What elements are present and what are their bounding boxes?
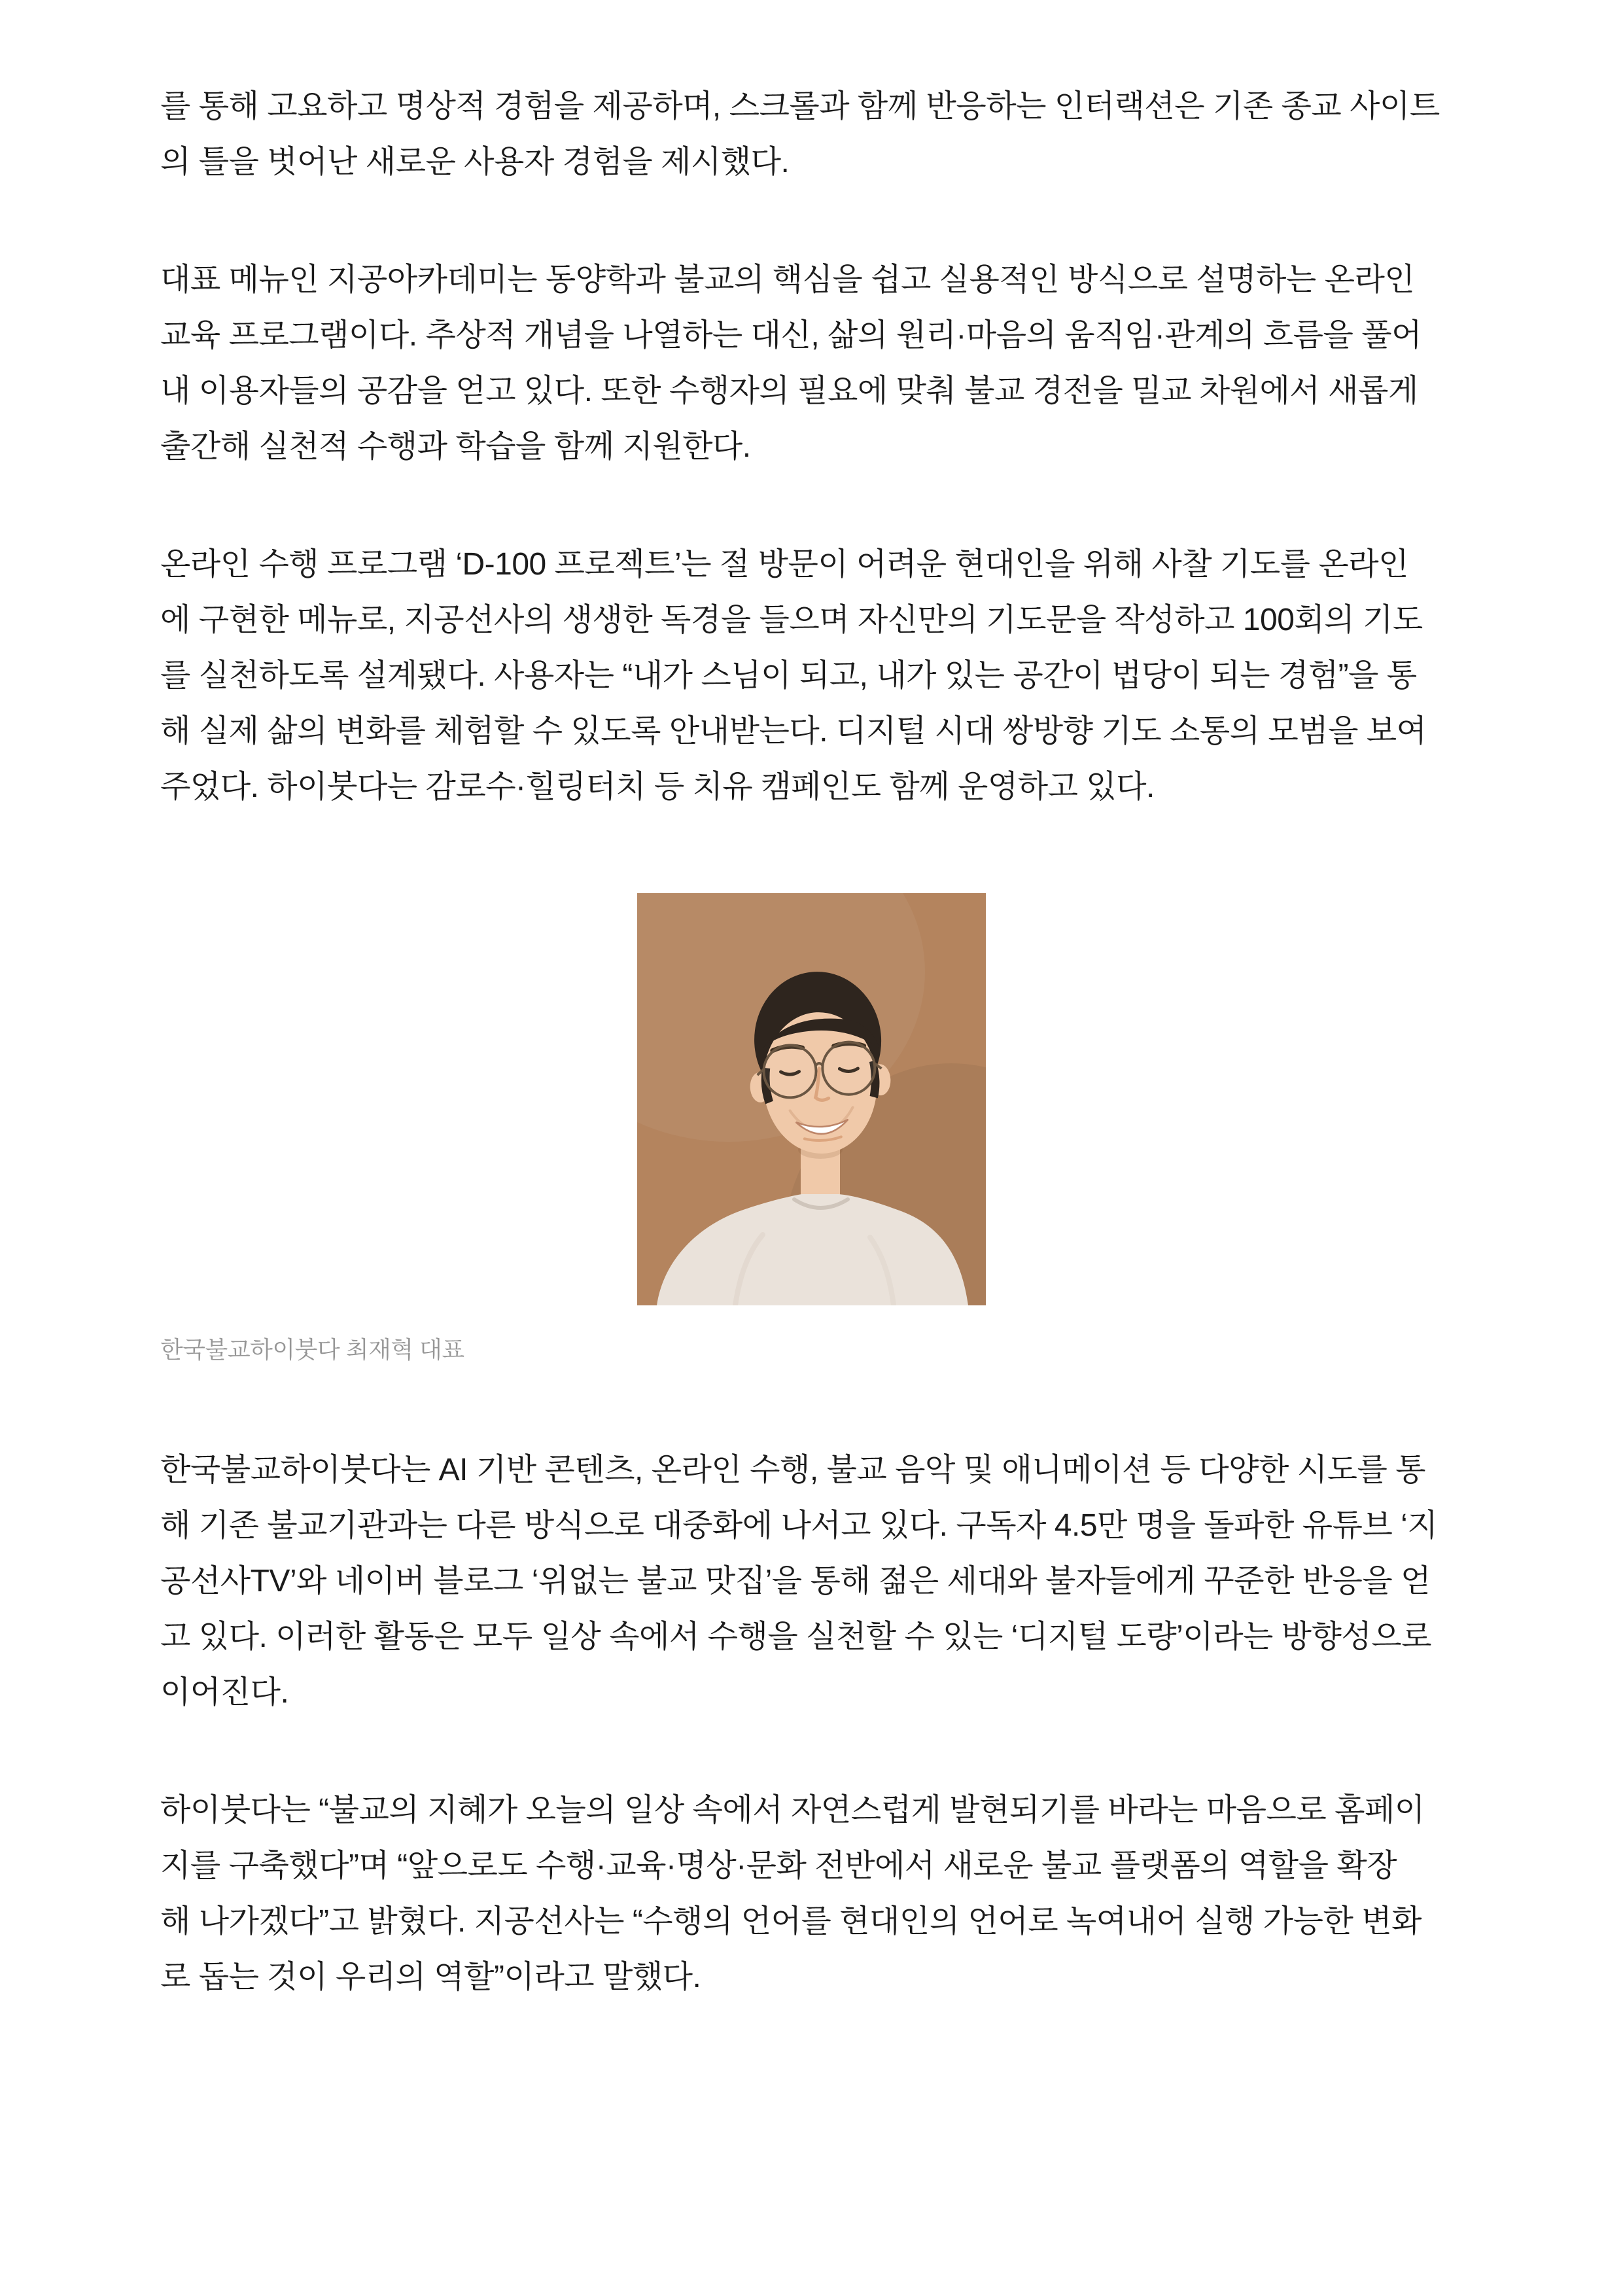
paragraph: 온라인 수행 프로그램 ‘D-100 프로젝트’는 절 방문이 어려운 현대인을 위해 사찰 기도를 온라인 에 구현한 메뉴로, 지공선사의 생생한 독경을 들으며 자신만의 기도문을 작성하고 100회의 기도 를 실천하도록 설계됐다. 사용자는 “내가 스님이 되고, 내가 있는 공간이 법당이 되는 경험”을 통 해 실제 삶의 변화를 체험할 수 있도록 안내받는다. 디지털 시대 쌍방향 기도 소통의 모범을 보여 주었다. 하이붓다는 감로수·힐링터치 등 치유 캠페인도 함께 운영하고 있다. [160,547,1427,804]
paragraph: 한국불교하이붓다는 AI 기반 콘텐츠, 온라인 수행, 불교 음악 및 애니메이션 등 다양한 시도를 통 해 기존 불교기관과는 다른 방식으로 대중화에 나서고 있다. 구독자 4.5만 명을 돌파한 유튜브 ‘지 공선사TV’와 네이버 블로그 ‘위없는 불교 맛집’을 통해 젊은 세대와 불자들에게 꾸준한 반응을 얻 고 있다. 이러한 활동은 모두 일상 속에서 수행을 실천할 수 있는 ‘디지털 도량’이라는 방향성으로 이어진다. [160,1453,1438,1710]
portrait-figure [160,893,1463,1365]
photo-caption: 한국불교하이붓다 최재혁 대표 [160,1336,464,1363]
portrait-photo [637,893,986,1305]
paragraph: 를 통해 고요하고 명상적 경험을 제공하며, 스크롤과 함께 반응하는 인터랙션은 기존 종교 사이트 의 틀을 벗어난 새로운 사용자 경험을 제시했다. [160,89,1440,179]
portrait-photo-illustration [637,893,986,1305]
paragraph: 하이붓다는 “불교의 지혜가 오늘의 일상 속에서 자연스럽게 발현되기를 바라는 마음으로 홈페이 지를 구축했다”며 “앞으로도 수행·교육·명상·문화 전반에서 새로운 불교 플랫폼의 역할을 확장 해 나가겠다”고 밝혔다. 지공선사는 “수행의 언어를 현대인의 언어로 녹여내어 실행 가능한 변화 로 돕는 것이 우리의 역할”이라고 말했다. [160,1793,1425,1994]
paragraph: 대표 메뉴인 지공아카데미는 동양학과 불교의 핵심을 쉽고 실용적인 방식으로 설명하는 온라인 교육 프로그램이다. 추상적 개념을 나열하는 대신, 삶의 원리·마음의 움직임·관계의 흐름을 풀어 내 이용자들의 공감을 얻고 있다. 또한 수행자의 필요에 맞춰 불교 경전을 밀교 차원에서 새롭게 출간해 실천적 수행과 학습을 함께 지원한다. [160,262,1422,464]
